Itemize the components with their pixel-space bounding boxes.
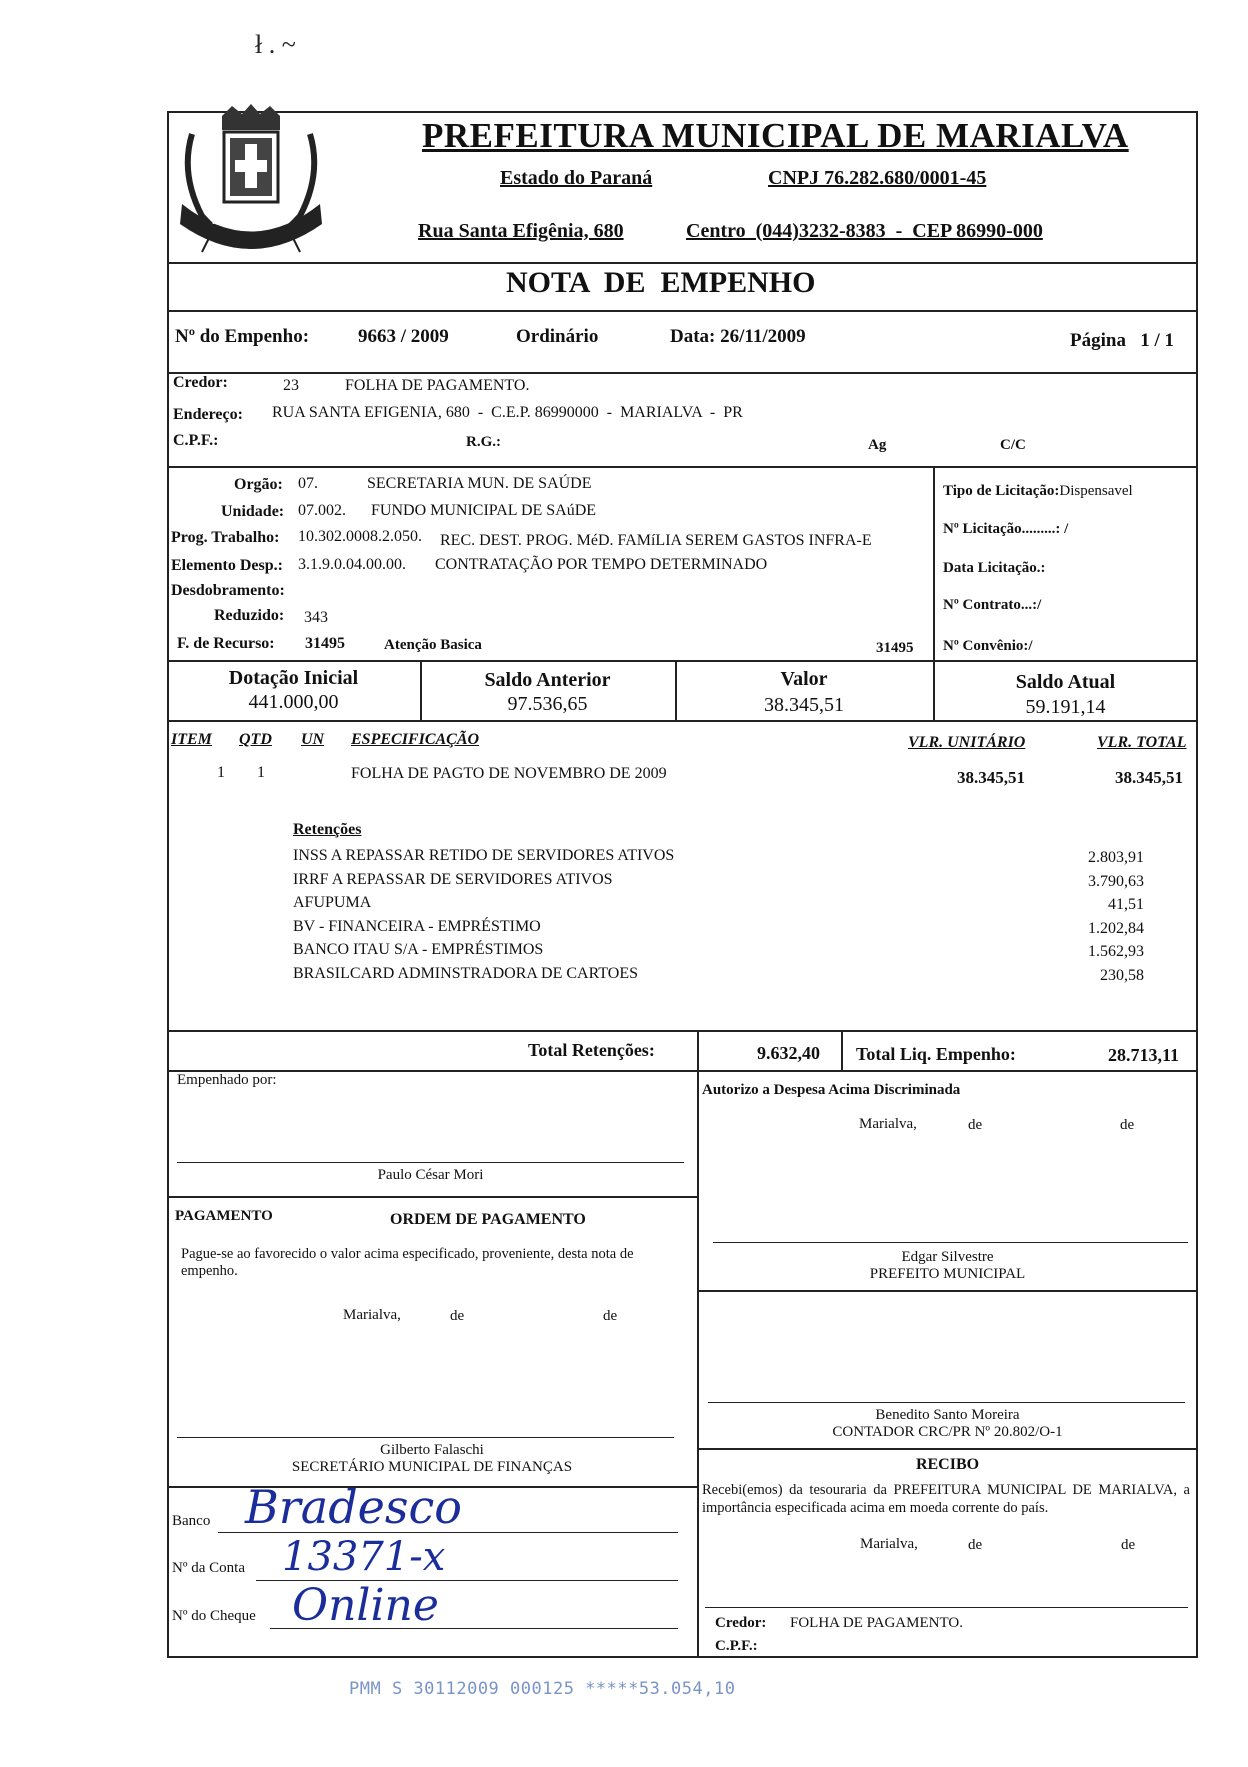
recibo-credor-name: FOLHA DE PAGAMENTO. — [790, 1615, 963, 1631]
state-name: Estado do Paraná — [500, 167, 653, 189]
retencao-value: 3.790,63 — [1088, 872, 1144, 890]
district-phone-cep: Centro (044)3232-8383 - CEP 86990-000 — [686, 220, 1043, 242]
retencao-value: 230,58 — [1100, 966, 1144, 984]
empenhado-name: Paulo César Mori — [377, 1167, 484, 1183]
recibo-city: Marialva, — [860, 1536, 918, 1552]
prefeito-role: PREFEITO MUNICIPAL — [869, 1266, 1026, 1282]
pagamento-de-1: de — [450, 1308, 465, 1324]
address: Rua Santa Efigênia, 680 — [418, 220, 624, 242]
elemento-label: Elemento Desp.: — [171, 557, 283, 574]
retencao-value: 2.803,91 — [1088, 849, 1144, 866]
empenho-number-label: Nº do Empenho: — [175, 326, 310, 347]
col-total: VLR. TOTAL — [1097, 734, 1187, 751]
item-qtd: 1 — [257, 764, 265, 781]
autorizo-city: Marialva, — [859, 1116, 917, 1132]
unidade-label: Unidade: — [221, 503, 285, 520]
autorizo-de-2: de — [1120, 1117, 1135, 1133]
item-unit-value: 38.345,51 — [957, 768, 1025, 787]
retencao-value: 1.202,84 — [1088, 919, 1144, 937]
contador-signature — [697, 1407, 1198, 1441]
secretario-name: Gilberto Falaschi — [380, 1442, 484, 1458]
col-un: UN — [301, 731, 325, 748]
authentication-stamp: PMM S 30112009 000125 *****53.054,10 — [349, 1679, 736, 1699]
list-item: IRRF A REPASSAR DE SERVIDORES ATIVOS — [293, 870, 613, 888]
credor-code: 23 — [283, 377, 299, 394]
account-label: C/C — [1000, 437, 1026, 453]
convenio: Nº Convênio:/ — [943, 638, 1033, 654]
saldo-atual-value: 59.191,14 — [1025, 696, 1106, 718]
recibo-credor-label: Credor: — [715, 1615, 767, 1631]
cheque-handwritten: Online — [292, 1580, 439, 1631]
list-item: BRASILCARD ADMINSTRADORA DE CARTOES — [293, 964, 639, 982]
pagamento-text: Pague-se ao favorecido o valor acima especificado, proveniente, desta nota de empenho. — [181, 1246, 634, 1279]
item-number: 1 — [217, 764, 225, 781]
crest-text: MARIALVA — [212, 216, 264, 227]
pagamento-city: Marialva, — [343, 1307, 401, 1323]
dotacao-label: Dotação Inicial — [228, 667, 359, 689]
empenho-type: Ordinário — [516, 326, 599, 347]
saldo-atual-label: Saldo Atual — [1015, 671, 1116, 693]
autorizo-de-1: de — [968, 1117, 983, 1133]
valor-value: 38.345,51 — [764, 694, 844, 716]
pagamento-label: PAGAMENTO — [175, 1208, 273, 1224]
credor-name: FOLHA DE PAGAMENTO. — [345, 377, 530, 394]
credor-label: Credor: — [173, 374, 228, 391]
contador-name: Benedito Santo Moreira — [875, 1407, 1020, 1423]
empenho-date: Data: 26/11/2009 — [670, 326, 806, 347]
total-liquido-value: 28.713,11 — [1108, 1045, 1180, 1065]
licitacao-tipo — [943, 483, 1133, 500]
total-retencoes-value: 9.632,40 — [757, 1043, 820, 1063]
total-liquido-label: Total Liq. Empenho: — [856, 1044, 1016, 1064]
empenho-number: 9663 / 2009 — [358, 326, 449, 347]
elemento-name: CONTRATAÇÃO POR TEMPO DETERMINADO — [435, 556, 768, 573]
agency-label: Ag — [868, 437, 887, 453]
pagamento-de-2: de — [603, 1308, 618, 1324]
recurso-code-2: 31495 — [876, 640, 914, 656]
cpf-label: C.P.F.: — [173, 432, 219, 449]
prefeito-name: Edgar Silvestre — [901, 1249, 994, 1265]
orgao-name: SECRETARIA MUN. DE SAÚDE — [367, 475, 592, 492]
prog-code: 10.302.0008.2.050. — [298, 528, 422, 545]
list-item: AFUPUMA — [293, 894, 372, 911]
item-spec: FOLHA DE PAGTO DE NOVEMBRO DE 2009 — [351, 765, 667, 782]
pagamento-signature — [167, 1442, 697, 1476]
item-total-value: 38.345,51 — [1115, 768, 1183, 787]
retencao-value: 1.562,93 — [1088, 943, 1144, 960]
recibo-text: Recebi(emos) da tesouraria da PREFEITURA MUNICIPAL DE MARIALVA, a importância especificada acima em moeda corrente do país. — [702, 1482, 1190, 1516]
desdobramento-label: Desdobramento: — [171, 582, 285, 599]
unidade-name: FUNDO MUNICIPAL DE SAúDE — [371, 502, 597, 519]
municipal-crest — [172, 104, 330, 254]
reduzido-value: 343 — [304, 609, 328, 626]
page-title: PREFEITURA MUNICIPAL DE MARIALVA — [422, 116, 1129, 155]
rg-label: R.G.: — [466, 434, 501, 450]
recibo-de-1: de — [968, 1537, 983, 1553]
list-item: BV - FINANCEIRA - EMPRÉSTIMO — [293, 917, 541, 935]
list-item: BANCO ITAU S/A - EMPRÉSTIMOS — [293, 941, 544, 958]
dotacao-value: 441.000,00 — [248, 691, 339, 713]
cheque-label: Nº do Cheque — [172, 1608, 256, 1624]
recurso-label: F. de Recurso: — [177, 635, 275, 652]
contador-role: CONTADOR CRC/PR Nº 20.802/O-1 — [832, 1424, 1063, 1440]
recurso-name: Atenção Basica — [384, 637, 482, 653]
recibo-de-2: de — [1121, 1537, 1136, 1553]
col-unit: VLR. UNITÁRIO — [908, 734, 1026, 751]
autorizo-signature — [697, 1249, 1198, 1283]
secretario-role: SECRETÁRIO MUNICIPAL DE FINANÇAS — [291, 1459, 573, 1475]
elemento-code: 3.1.9.0.04.00.00. — [298, 556, 406, 573]
page-number: Página 1 / 1 — [1070, 330, 1174, 351]
retencao-value: 41,51 — [1108, 896, 1144, 913]
retencoes-title: Retenções — [293, 821, 362, 838]
col-item: ITEM — [171, 731, 212, 748]
contrato: Nº Contrato...:/ — [943, 597, 1042, 613]
col-spec: ESPECIFICAÇÃO — [351, 731, 480, 748]
total-retencoes-label: Total Retenções: — [528, 1040, 655, 1060]
prog-name: REC. DEST. PROG. MéD. FAMíLIA SEREM GASTOS INFRA-E — [440, 532, 872, 549]
saldo-anterior-value: 97.536,65 — [507, 693, 588, 715]
recurso-code: 31495 — [305, 635, 345, 652]
ordem-pagamento-title: ORDEM DE PAGAMENTO — [390, 1211, 586, 1228]
address-label: Endereço: — [173, 406, 243, 423]
credor-address: RUA SANTA EFIGENIA, 680 - C.E.P. 86990000 - MARIALVA - PR — [272, 404, 743, 421]
licitacao-tipo-value: Dispensavel — [1059, 483, 1133, 499]
recibo-cpf-label: C.P.F.: — [715, 1638, 758, 1654]
licitacao-data: Data Licitação.: — [943, 560, 1046, 576]
prog-label: Prog. Trabalho: — [171, 529, 280, 546]
orgao-code: 07. — [298, 475, 318, 492]
licitacao-numero: Nº Licitação.........: / — [943, 521, 1069, 537]
retencoes-values — [1060, 846, 1144, 987]
col-qtd: QTD — [239, 731, 272, 748]
conta-label: Nº da Conta — [172, 1560, 245, 1576]
reduzido-label: Reduzido: — [214, 607, 285, 624]
licitacao-tipo-label: Tipo de Licitação: — [943, 483, 1060, 499]
document-title: NOTA DE EMPENHO — [506, 266, 816, 299]
saldo-anterior-label: Saldo Anterior — [484, 669, 611, 691]
retencoes-labels — [293, 844, 674, 985]
empenhado-label: Empenhado por: — [177, 1072, 277, 1088]
cnpj: CNPJ 76.282.680/0001-45 — [768, 167, 987, 189]
banco-handwritten: Bradesco — [245, 1480, 462, 1534]
autorizo-title: Autorizo a Despesa Acima Discriminada — [702, 1082, 961, 1098]
conta-handwritten: 13371-x — [282, 1534, 446, 1580]
valor-label: Valor — [780, 668, 828, 690]
scan-marks: ł . ~ — [255, 30, 296, 59]
banco-label: Banco — [172, 1513, 211, 1529]
recibo-title: RECIBO — [915, 1456, 980, 1473]
orgao-label: Orgão: — [234, 476, 283, 493]
unidade-code: 07.002. — [298, 502, 346, 519]
list-item: INSS A REPASSAR RETIDO DE SERVIDORES ATIVOS — [293, 847, 675, 864]
